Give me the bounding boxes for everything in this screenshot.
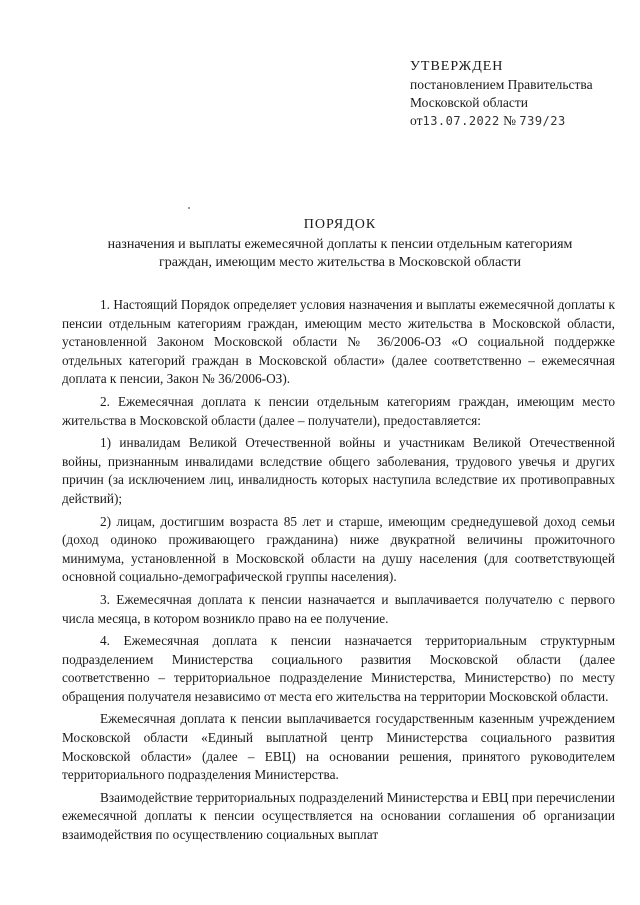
paragraph: 2. Ежемесячная доплата к пенсии отдельным категориям граждан, имеющим место жительства в Московской области (далее – получатели), предоставляется: [62,393,615,428]
approval-line-1: постановлением Правительства [410,77,593,92]
document-heading [40,216,640,272]
paragraph: Ежемесячная доплата к пенсии выплачивается государственным казенным учреждением Московской области «Единый выплатной центр Министерства социального развития Московской области» (далее – ЕВЦ) на основании решения, принятого руководителем территориального подразделения Министерства. [62,711,615,783]
approval-date-line [410,112,630,130]
paragraph: 2) лицам, достигшим возраста 85 лет и старше, имеющим среднедушевой доход семьи (доход одиноко проживающего гражданина) ниже двукратной величины прожиточного минимума, установленной в Московской области на душу населения (для соответствующей основной социально-демографической группы населения). [62,513,615,585]
document-title: ПОРЯДОК [303,217,377,232]
approval-title: УТВЕРЖДЕН [410,59,504,74]
paragraph: 1) инвалидам Великой Отечественной войны и участникам Великой Отечественной войны, признанным инвалидами вследствие общего заболевания, трудового увечья и других причин (за исключением лиц, инвалидность которых наступила вследствие их противоправных действий); [62,435,615,506]
approval-number-prefix: № [503,113,516,128]
paragraph: 3. Ежемесячная доплата к пенсии назначается и выплачивается получателю с первого числа месяца, в котором возникло право на ее получение. [62,591,615,626]
paragraph: Взаимодействие территориальных подразделений Министерства и ЕВЦ при перечислении ежемесячной доплаты к пенсии осуществляется на основании соглашения об организации взаимодействия по осуществлению социальных выплат [62,789,615,843]
paragraph: 1. Настоящий Порядок определяет условия назначения и выплаты ежемесячной доплаты к пенсии отдельным категориям граждан, имеющим место жительства в Московской области, установленной Законом Московской области № 36/2006-ОЗ «О социальной поддержке отдельных категорий граждан в Московской области» (далее соответственно – ежемесячная доплата к пенсии, Закон № 36/2006-ОЗ). [62,297,615,387]
approval-number: 739/23 [519,114,566,128]
approval-date: 13.07.2022 [422,114,500,128]
document-body [62,296,615,845]
approval-stamp [410,58,630,130]
scan-speck [188,207,190,209]
paragraph: 4. Ежемесячная доплата к пенсии назначается территориальным структурным подразделением Министерства социального развития Московской области (далее соответственно – территориальное подразделение Министерства, Министерство) по месту обращения получателя независимо от места его жительства на территории Московской области. [62,633,615,704]
document-subtitle-line-1: назначения и выплаты ежемесячной доплаты к пенсии отдельным категориям [107,237,573,252]
approval-line-2: Московской области [410,95,529,110]
document-subtitle-line-2: граждан, имеющим место жительства в Московской области [158,255,521,270]
approval-date-prefix: от [410,113,423,128]
